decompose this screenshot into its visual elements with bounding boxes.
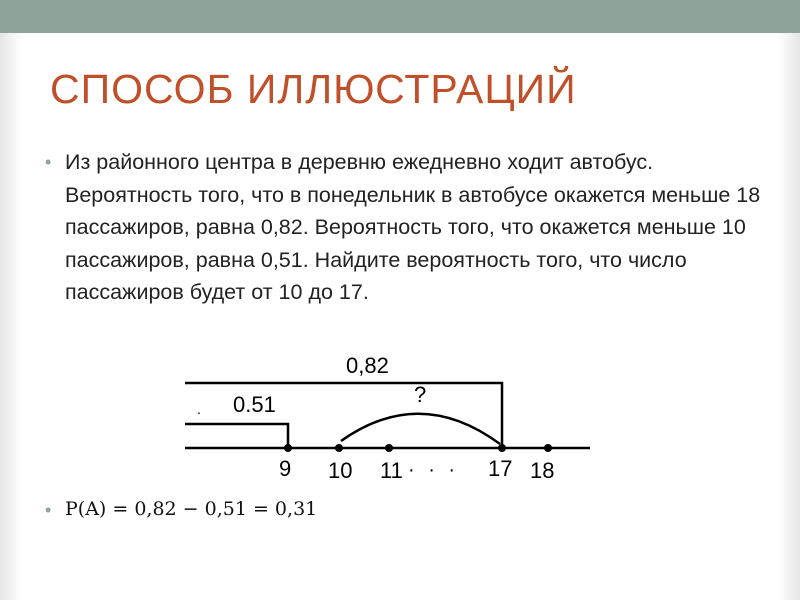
label-082: 0,82 [346, 353, 389, 378]
problem-text: Из районного центра в деревню ежедневно ходит автобус. Вероятность того, что в понедельник в автобусе окажется меньше 18 пассажиров, равна 0,82. Вероятность того, что окажется меньше 10 пассажиров, равна 0,51. Найдите вероятность того, что число пассажиров будет от 10 до 17. [65, 150, 761, 304]
dot-mark: . [197, 401, 201, 417]
point-11 [385, 444, 393, 452]
tick-label-17: 17 [488, 456, 513, 481]
slide-title: СПОСОБ ИЛЛЮСТРАЦИЙ [50, 66, 577, 112]
bullet-icon: • [45, 500, 52, 520]
bullet-icon: • [45, 152, 52, 172]
arc-unknown [341, 414, 500, 444]
tick-label-18: 18 [530, 458, 555, 483]
point-17 [498, 444, 506, 452]
ellipsis: · · · [408, 459, 460, 481]
label-question: ? [414, 382, 427, 407]
formula: P(A) = 0,82 − 0,51 = 0,31 [65, 498, 318, 520]
tick-label-9: 9 [279, 456, 292, 481]
tick-label-11: 11 [380, 458, 403, 483]
point-9 [284, 444, 292, 452]
bracket-051 [185, 424, 288, 448]
point-10 [335, 444, 343, 452]
tick-label-10: 10 [328, 458, 353, 483]
point-18 [544, 444, 552, 452]
label-051: 0.51 [233, 392, 276, 417]
